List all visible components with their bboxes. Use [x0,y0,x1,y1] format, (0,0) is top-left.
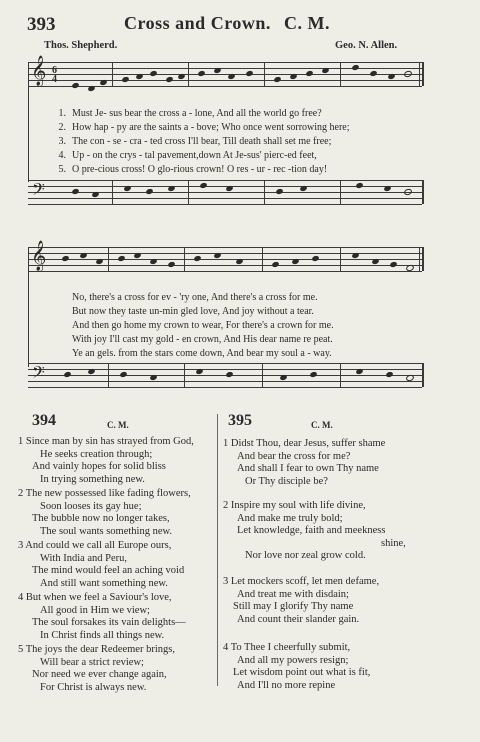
hymn-395-stanza-3: 3 Let mockers scoff, let men defame, And treat me with disdain; Still may I glorify Thy name And count their slander gain. [223,576,380,625]
lyricist-credit: Thos. Shepherd. [44,40,118,51]
hymn-395-stanza-1: 1 Didst Thou, dear Jesus, suffer shame And bear the cross for me? And shall I fear to own Thy name Or Thy disciple be? [223,438,386,487]
hymn-394-number: 394 [32,412,56,429]
hymn-394-stanza-4: 4 But when we feel a Saviour's love, All good in Him we view; The soul forsakes its vain delights— In Christ finds all things new. [18,592,186,641]
hymn-394-stanza-1: 1 Since man by sin has strayed from God, He seeks creation through; And vainly hopes for solid bliss In trying something new. [18,436,194,485]
hymn-title: Cross and Crown. [124,13,271,33]
composer-credit: Geo. N. Allen. [335,40,398,51]
column-divider [217,414,218,686]
treble-clef-icon: 𝄞 [31,56,47,86]
hymn-395-meter: C. M. [311,420,333,430]
lyric-line: 2. How hap - py are the saints a - bove; Who once went sorrowing here; [58,122,350,133]
time-signature: 6 4 [52,65,57,85]
hymn-394-stanza-5: 5 The joys the dear Redeemer brings, Will bear a strict review; Nor need we ever change again, For Christ is always new. [18,644,175,693]
hymn-394-stanza-2: 2 The new possessed like fading flowers, Soon looses its gay hue; The bubble now no longer takes, The soul wants something new. [18,488,191,537]
page-hymn-number: 393 [27,14,56,35]
lyric-line: 1. Must Je- sus bear the cross a - lone, And all the world go free? [58,108,322,119]
lyric-line: With joy I'll cast my gold - en crown, And His dear name re peat. [72,334,333,345]
hymn-meter: C. M. [284,13,330,33]
system-2-lyrics [72,291,334,361]
lyric-line: 3. The con - se - cra - ted cross I'll bear, Till death shall set me free; [58,136,332,147]
lyric-line: But now they taste un-min gled love, And joy without a tear. [72,306,314,317]
hymn-395-stanza-4: 4 To Thee I cheerfully submit, And all my powers resign; Let wisdom point out what is fit, And I'll no more repine [223,642,371,691]
lyric-line: No, there's a cross for ev - 'ry one, And there's a cross for me. [72,292,318,303]
hymn-394-stanza-3: 3 And could we call all Europe ours, With India and Peru, The mind would feel an aching void And still want something new. [18,540,185,589]
lyric-line: And then go home my crown to wear, For there's a crown for me. [72,320,334,331]
bass-clef-icon: 𝄢 [32,362,45,386]
hymn-394-meter: C. M. [107,420,129,430]
bass-clef-icon: 𝄢 [32,179,45,203]
lyric-line: 4. Up - on the crys - tal pavement,down At Je-sus' pierc-ed feet, [58,150,317,161]
hymn-395-number: 395 [228,412,252,429]
system-1-lyrics [52,107,350,177]
treble-clef-icon: 𝄞 [31,241,47,271]
lyric-line: 5. O pre-cious cross! O glo-rious crown! O res - ur - rec -tion day! [58,164,328,175]
lyric-line: Ye an gels. from the stars come down, And bear my soul a - way. [72,348,332,359]
hymn-395-stanza-2: 2 Inspire my soul with life divine, And make me truly bold; Let knowledge, faith and meekness shine, Nor love nor zeal grow cold. [223,500,406,561]
